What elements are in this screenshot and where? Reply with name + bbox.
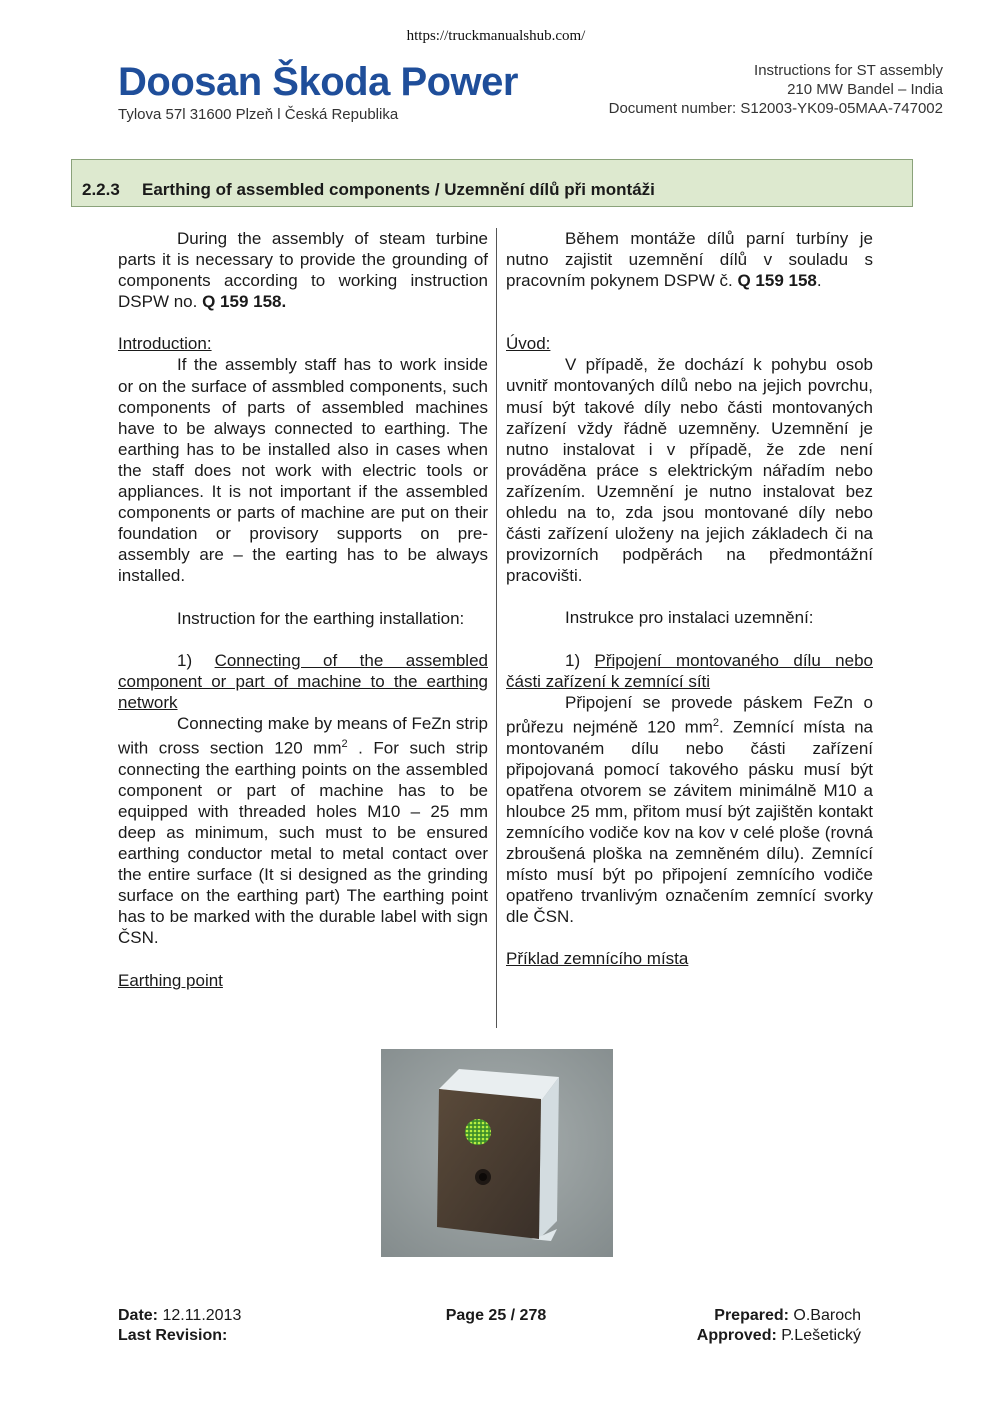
introduction-heading: Introduction: — [118, 334, 212, 354]
step1-number: 1) — [177, 650, 215, 670]
instruction-heading: Instruction for the earthing installation: — [177, 608, 465, 628]
step1-number-cz: 1) — [565, 650, 595, 670]
step1-heading-cz — [506, 650, 873, 692]
superscript-2: 2 — [341, 737, 348, 750]
step1-body-part-a-cz: Připojení se provede páskem FeZn o průřezu nejméně 120 mm — [506, 692, 873, 737]
instruction-heading-cz: Instrukce pro instalaci uzemnění: — [565, 608, 814, 628]
document-title: Instructions for ST assembly — [754, 62, 943, 79]
page-number: Page 25 / 278 — [445, 1307, 547, 1324]
example-heading: Earthing point — [118, 970, 223, 990]
prepared-label: Prepared: — [714, 1307, 789, 1324]
step1-heading — [118, 650, 488, 713]
intro-text-cz: Během montáže dílů parní turbíny je nutno zajistit uzemnění dílů v souladu s pracovním pokynem DSPW č. — [506, 229, 873, 291]
project-name: 210 MW Bandel – India — [787, 81, 943, 98]
intro-paragraph — [118, 228, 488, 312]
instruction-reference-cz: Q 159 158 — [737, 271, 817, 291]
czech-column — [506, 228, 873, 969]
instruction-reference: Q 159 158. — [202, 292, 287, 312]
prepared-value: O.Baroch — [788, 1307, 861, 1324]
prepared-line — [697, 1306, 861, 1326]
company-logo: Doosan Škoda Power — [118, 60, 518, 104]
step1-body-part-a: Connecting make by means of FeZn strip with cross section 120 mm — [118, 713, 488, 758]
source-url[interactable]: https://truckmanualshub.com/ — [406, 28, 586, 44]
step1-body-part-b-cz: . Zemnící místa na montovaném dílu nebo části zařízení připojovaná pomocí takového pásku musí být opatřena otvorem se závitem minimálně M10 a hloubce 25 mm, přitom musí být zajištěn kontakt zemnícího vodiče kov na kov v celé ploše (rovná zbroušená ploška na zemněném dílu). Zemnící místo musí být po připojení zemnícího vodiče opatřeno trvanlivým označením zemnící svorky dle ČSN. — [506, 717, 873, 927]
revision-line — [118, 1326, 241, 1346]
approved-label: Approved: — [696, 1327, 777, 1344]
revision-label: Last Revision: — [118, 1327, 228, 1344]
introduction-heading-cz: Úvod: — [506, 334, 551, 354]
column-divider — [496, 228, 497, 1028]
english-column — [118, 228, 488, 991]
step1-body-cz — [506, 692, 873, 928]
intro-paragraph-cz — [506, 228, 873, 291]
step1-body-part-b: . For such strip connecting the earthing points on the assembled component or part of machine has to be equipped with threaded holes M10 – 25 mm deep as minimum, such must to be ensured earthing conductor metal to metal contact over the entire surface (It si designed as the grinding surface on the earthing part) The earthing point has to be marked with the durable label with sign ČSN. — [118, 738, 488, 948]
section-number: 2.2.3 — [82, 180, 120, 199]
date-label: Date: — [118, 1307, 159, 1324]
step1-title: Connecting of the assembled component or part of machine to the earthing network — [118, 650, 488, 712]
intro-text: During the assembly of steam turbine parts it is necessary to provide the grounding of components according to working instruction DSPW no. — [118, 229, 488, 312]
footer-right — [697, 1306, 861, 1346]
example-heading-cz: Příklad zemnícího místa — [506, 949, 689, 969]
step1-title-cz: Připojení montovaného dílu nebo části zařízení k zemnící síti — [506, 650, 873, 691]
introduction-body: If the assembly staff has to work inside or on the surface of assmbled components, such components of parts of assembled machines have to be always connected to earthing. The earthing has to be installed also in cases when the staff does not work with electric tools or appliances. It is not important if the assembled components or parts of machine are put on their foundation or provisory supports on pre-assembly are – the earting has to be always installed. — [118, 355, 488, 586]
approved-line — [697, 1326, 861, 1346]
document-info — [609, 61, 943, 118]
document-number: Document number: S12003-YK09-05MAA-747002 — [608, 100, 943, 117]
introduction-body-cz: V případě, že dochází k pohybu osob uvnitř montovaných dílů nebo na jejich povrchu, musí být takové díly nebo části montovaných zařízení vždy řádně uzemněny. Uzemnění je nutno instalovat i v případě, že zde není prováděna práce s elektrickým nářadím nebo zařízením. Uzemnění je nutno instalovat bez ohledu na to, zda jsou montované díly nebo části zařízení uloženy na jejich základech či na provizorních podpěrách na předmontážní pracovišti. — [506, 355, 873, 586]
section-title — [82, 180, 655, 200]
date-value: 12.11.2013 — [158, 1307, 242, 1324]
earthing-point-photo — [381, 1049, 613, 1257]
step1-body — [118, 713, 488, 949]
company-address: Tylova 57l 31600 Plzeň l Česká Republika — [118, 106, 399, 123]
superscript-2-cz: 2 — [712, 716, 720, 729]
intro-end-cz: . — [816, 271, 822, 291]
section-title-text: Earthing of assembled components / Uzemnění dílů při montáži — [142, 180, 655, 199]
approved-value: P.Lešetický — [776, 1327, 861, 1344]
